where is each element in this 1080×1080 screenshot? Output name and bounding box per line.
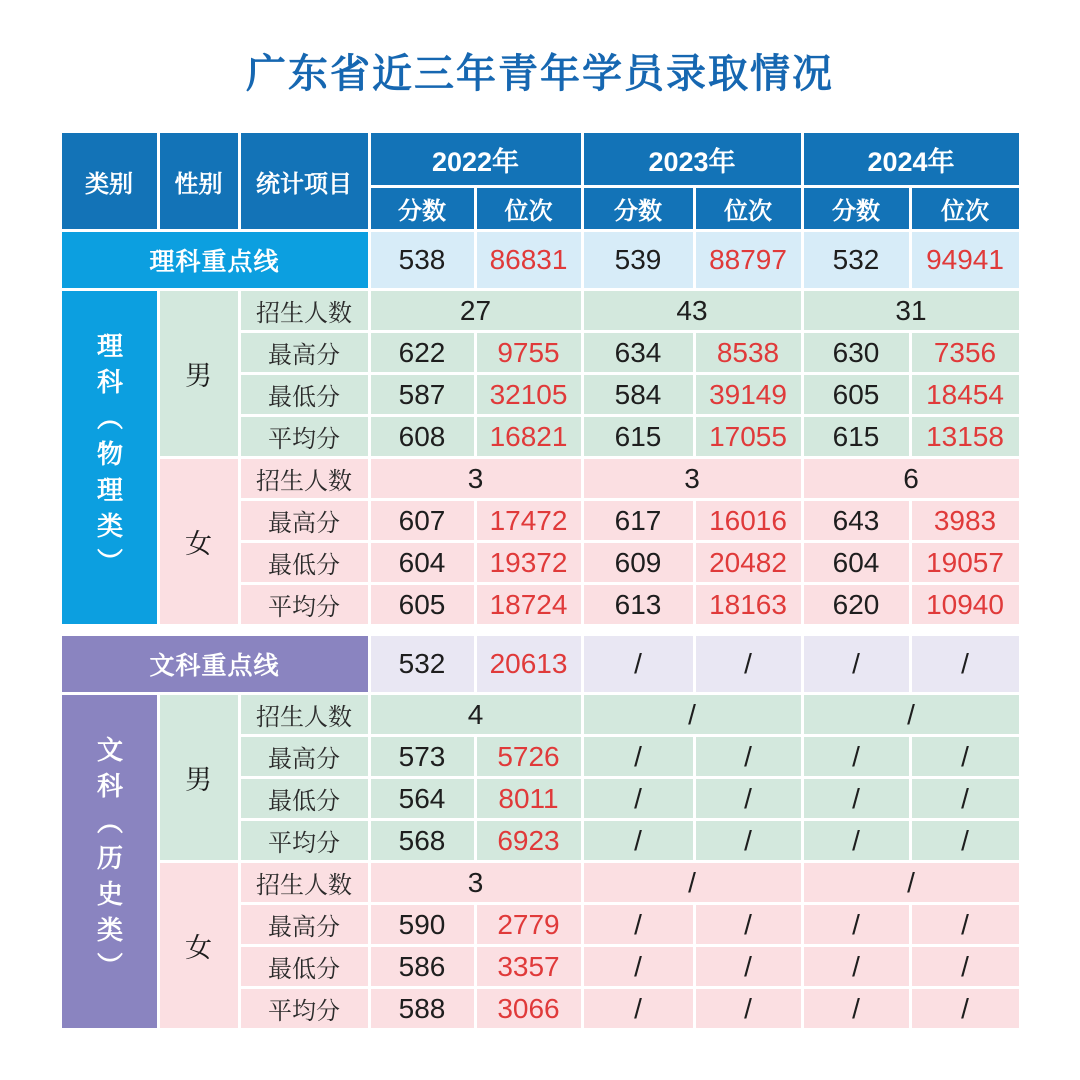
arts-female-enrollment-2022: 3 <box>371 863 581 902</box>
score-cell: 605 <box>371 585 474 624</box>
science-male-enrollment-2023: 43 <box>584 291 801 330</box>
rank-cell: 39149 <box>696 375 801 414</box>
science-male-min-label: 最低分 <box>241 375 368 414</box>
science-female-label: 女 <box>160 459 238 624</box>
rank-cell: 20482 <box>696 543 801 582</box>
rank-cell: 16821 <box>477 417 581 456</box>
science-cutoff-label: 理科重点线 <box>62 232 368 288</box>
arts-male-enrollment-2024: / <box>804 695 1019 734</box>
science-male-avg-label: 平均分 <box>241 417 368 456</box>
score-cell: / <box>584 905 693 944</box>
science-female-enrollment-label: 招生人数 <box>241 459 368 498</box>
arts-male-max-label: 最高分 <box>241 737 368 776</box>
rank-cell: / <box>912 947 1019 986</box>
score-cell: / <box>584 821 693 860</box>
admissions-table <box>62 133 1019 1028</box>
score-cell: 617 <box>584 501 693 540</box>
subheader-score-2022: 分数 <box>371 188 474 229</box>
science-female-enrollment-2022: 3 <box>371 459 581 498</box>
score-cell: 608 <box>371 417 474 456</box>
subheader-rank-2022: 位次 <box>477 188 581 229</box>
science-cutoff-score-2024: 532 <box>804 232 909 288</box>
score-cell: / <box>584 989 693 1028</box>
score-cell: 634 <box>584 333 693 372</box>
header-year-2022: 2022年 <box>371 133 581 185</box>
rank-cell: / <box>696 779 801 818</box>
score-cell: / <box>584 737 693 776</box>
rank-cell: 16016 <box>696 501 801 540</box>
rank-cell: 9755 <box>477 333 581 372</box>
rank-cell: / <box>696 905 801 944</box>
science-male-enrollment-2022: 27 <box>371 291 581 330</box>
rank-cell: 17055 <box>696 417 801 456</box>
score-cell: / <box>804 989 909 1028</box>
rank-cell: 19057 <box>912 543 1019 582</box>
rank-cell: 3357 <box>477 947 581 986</box>
arts-male-enrollment-2022: 4 <box>371 695 581 734</box>
score-cell: 568 <box>371 821 474 860</box>
page-title: 广东省近三年青年学员录取情况 <box>246 52 834 96</box>
rank-cell: 17472 <box>477 501 581 540</box>
arts-cutoff-label: 文科重点线 <box>62 636 368 692</box>
science-cutoff-score-2023: 539 <box>584 232 693 288</box>
arts-female-avg-label: 平均分 <box>241 989 368 1028</box>
arts-cutoff-score-2023: / <box>584 636 693 692</box>
score-cell: / <box>584 779 693 818</box>
science-female-min-label: 最低分 <box>241 543 368 582</box>
rank-cell: / <box>696 821 801 860</box>
arts-female-enrollment-2024: / <box>804 863 1019 902</box>
arts-male-avg-label: 平均分 <box>241 821 368 860</box>
header-gender: 性别 <box>160 133 238 229</box>
science-cutoff-rank-2023: 88797 <box>696 232 801 288</box>
score-cell: 630 <box>804 333 909 372</box>
score-cell: / <box>804 779 909 818</box>
rank-cell: 5726 <box>477 737 581 776</box>
rank-cell: / <box>696 737 801 776</box>
score-cell: 590 <box>371 905 474 944</box>
arts-male-label: 男 <box>160 695 238 860</box>
score-cell: 588 <box>371 989 474 1028</box>
score-cell: 564 <box>371 779 474 818</box>
score-cell: 584 <box>584 375 693 414</box>
score-cell: 609 <box>584 543 693 582</box>
rank-cell: / <box>912 779 1019 818</box>
arts-female-label: 女 <box>160 863 238 1028</box>
header-stat-item: 统计项目 <box>241 133 368 229</box>
rank-cell: 19372 <box>477 543 581 582</box>
arts-male-enrollment-label: 招生人数 <box>241 695 368 734</box>
arts-category-label: 文科（历史类） <box>62 695 157 1028</box>
science-female-enrollment-2024: 6 <box>804 459 1019 498</box>
header-category: 类别 <box>62 133 157 229</box>
science-male-enrollment-2024: 31 <box>804 291 1019 330</box>
arts-female-max-label: 最高分 <box>241 905 368 944</box>
arts-cutoff-score-2022: 532 <box>371 636 474 692</box>
score-cell: 607 <box>371 501 474 540</box>
rank-cell: 18454 <box>912 375 1019 414</box>
subheader-score-2024: 分数 <box>804 188 909 229</box>
score-cell: 587 <box>371 375 474 414</box>
science-table <box>62 133 1019 624</box>
science-cutoff-rank-2024: 94941 <box>912 232 1019 288</box>
arts-cutoff-rank-2022: 20613 <box>477 636 581 692</box>
score-cell: 620 <box>804 585 909 624</box>
subheader-rank-2023: 位次 <box>696 188 801 229</box>
science-cutoff-score-2022: 538 <box>371 232 474 288</box>
header-year-2023: 2023年 <box>584 133 801 185</box>
rank-cell: 32105 <box>477 375 581 414</box>
score-cell: 613 <box>584 585 693 624</box>
score-cell: / <box>804 905 909 944</box>
rank-cell: 6923 <box>477 821 581 860</box>
science-category-label: 理科（物理类） <box>62 291 157 624</box>
score-cell: / <box>804 947 909 986</box>
arts-female-enrollment-2023: / <box>584 863 801 902</box>
subheader-rank-2024: 位次 <box>912 188 1019 229</box>
arts-male-enrollment-2023: / <box>584 695 801 734</box>
science-female-max-label: 最高分 <box>241 501 368 540</box>
score-cell: 622 <box>371 333 474 372</box>
rank-cell: 10940 <box>912 585 1019 624</box>
science-cutoff-rank-2022: 86831 <box>477 232 581 288</box>
arts-cutoff-score-2024: / <box>804 636 909 692</box>
rank-cell: 3066 <box>477 989 581 1028</box>
science-female-avg-label: 平均分 <box>241 585 368 624</box>
score-cell: 586 <box>371 947 474 986</box>
science-male-enrollment-label: 招生人数 <box>241 291 368 330</box>
rank-cell: / <box>912 989 1019 1028</box>
rank-cell: / <box>912 905 1019 944</box>
score-cell: 643 <box>804 501 909 540</box>
score-cell: 604 <box>804 543 909 582</box>
arts-cutoff-rank-2023: / <box>696 636 801 692</box>
score-cell: 615 <box>804 417 909 456</box>
subheader-score-2023: 分数 <box>584 188 693 229</box>
score-cell: / <box>804 821 909 860</box>
rank-cell: 8538 <box>696 333 801 372</box>
rank-cell: 3983 <box>912 501 1019 540</box>
score-cell: 605 <box>804 375 909 414</box>
score-cell: / <box>584 947 693 986</box>
rank-cell: 18163 <box>696 585 801 624</box>
arts-female-min-label: 最低分 <box>241 947 368 986</box>
score-cell: / <box>804 737 909 776</box>
score-cell: 615 <box>584 417 693 456</box>
header-year-2024: 2024年 <box>804 133 1019 185</box>
science-female-enrollment-2023: 3 <box>584 459 801 498</box>
score-cell: 604 <box>371 543 474 582</box>
score-cell: 573 <box>371 737 474 776</box>
science-male-max-label: 最高分 <box>241 333 368 372</box>
rank-cell: / <box>912 821 1019 860</box>
rank-cell: / <box>696 989 801 1028</box>
rank-cell: / <box>912 737 1019 776</box>
science-male-label: 男 <box>160 291 238 456</box>
arts-table <box>62 636 1019 1028</box>
arts-male-min-label: 最低分 <box>241 779 368 818</box>
rank-cell: 18724 <box>477 585 581 624</box>
rank-cell: 13158 <box>912 417 1019 456</box>
rank-cell: 8011 <box>477 779 581 818</box>
rank-cell: / <box>696 947 801 986</box>
rank-cell: 7356 <box>912 333 1019 372</box>
arts-female-enrollment-label: 招生人数 <box>241 863 368 902</box>
rank-cell: 2779 <box>477 905 581 944</box>
arts-cutoff-rank-2024: / <box>912 636 1019 692</box>
